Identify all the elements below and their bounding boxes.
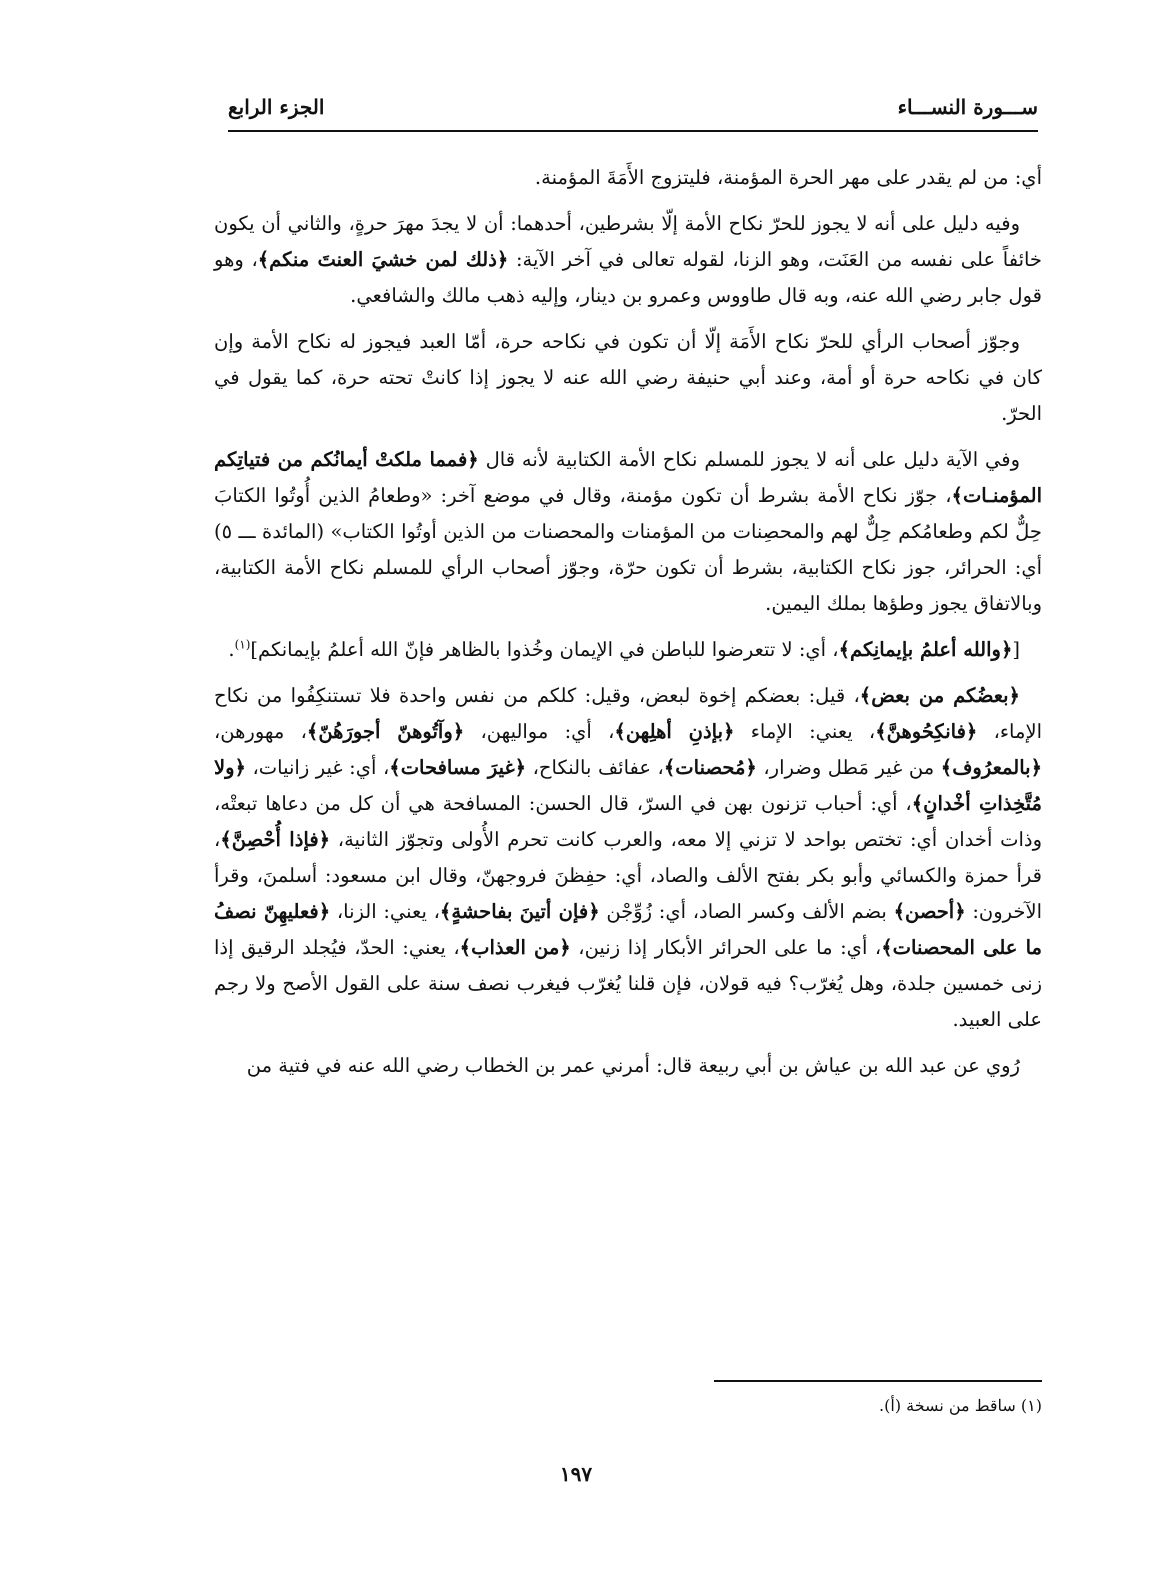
- quran-quote: ﴿أحصن﴾: [893, 900, 966, 923]
- text-segment: ، يعني: الزنا،: [330, 900, 440, 923]
- quran-quote: ﴿من العذاب﴾: [459, 936, 571, 959]
- footnote-marker: (١): [234, 637, 251, 652]
- footnote-divider: [714, 1380, 1042, 1382]
- quran-quote: ﴿فإن أتينَ بفاحشةٍ﴾: [439, 900, 600, 923]
- text-segment: [: [1012, 638, 1020, 661]
- paragraph: [214, 1048, 1042, 1084]
- paragraph: [214, 206, 1042, 314]
- paragraph: [214, 632, 1042, 668]
- body-text: [214, 160, 1042, 1094]
- quran-quote: ﴿والله أعلمُ بإيمانِكم﴾: [838, 638, 1013, 661]
- text-segment: ، وهو قول جابر رضي الله عنه، وبه قال طاووس وعمرو بن دينار، وإليه ذهب مالك والشافعي.: [214, 248, 1042, 307]
- text-segment: وفيه دليل على أنه لا يجوز للحرّ نكاح الأمة إلّا بشرطين، أحدهما: أن لا يجدَ مهرَ حرةٍ، والثاني أن يكون خائفاً على نفسه من العَنَت، وهو الزنا، لقوله تعالى في آخر الآية:: [214, 212, 1042, 271]
- quran-quote: ﴿بعضُكم من بعض﴾: [859, 684, 1020, 707]
- quran-quote: ﴿فانكِحُوهنَّ﴾: [875, 720, 978, 743]
- text-segment: ، أي: أحباب تزنون بهن في السرّ، قال الحسن: المسافحة هي أن كل من دعاها تبعتْه، وذات أخدان أي: تختص بواحد لا تزني إلا معه، والعرب كانت تحرم الأُولى وتجوّز الثانية،: [214, 792, 1042, 851]
- quran-quote: ﴿غيرَ مسافحات﴾: [389, 756, 527, 779]
- text-segment: أي: من لم يقدر على مهر الحرة المؤمنة، فليتزوج الأَمَةَ المؤمنة.: [534, 166, 1042, 189]
- text-segment: بضم الألف وكسر الصاد، أي: زُوِّجْن: [599, 900, 894, 923]
- text-segment: ، أي: ما على الحرائر الأبكار إذا زنين،: [570, 936, 882, 959]
- text-segment: ، قيل: بعضكم إخوة لبعض، وقيل: كلكم من نفس واحدة فلا تستنكِفُوا من نكاح الإماء،: [214, 684, 1042, 743]
- text-segment: ، أي: غير زانيات،: [245, 756, 390, 779]
- paragraph: [214, 678, 1042, 1038]
- text-segment: .: [228, 638, 235, 661]
- text-segment: ، أي: لا تتعرضوا للباطن في الإيمان وخُذوا بالظاهر فإنّ الله أعلمُ بإيمانكم]: [250, 638, 839, 661]
- quran-quote: ﴿فعليهِنّ نصفُ ما على المحصنات﴾: [214, 900, 1042, 959]
- quran-quote: ﴿بالمعرُوف﴾: [940, 756, 1042, 779]
- quran-quote: ﴿بإذنِ أهلِهن﴾: [614, 720, 735, 743]
- paragraph: [214, 160, 1042, 196]
- running-header: [228, 95, 1038, 131]
- quran-quote: ﴿مُحصنات﴾: [663, 756, 757, 779]
- quran-quote: ﴿فمما ملكتْ أيمانُكم من فتياتِكم المؤمنـات﴾: [214, 448, 1042, 507]
- paragraph: [214, 324, 1042, 432]
- quran-quote: ﴿فإذا أُحْصِنَّ﴾: [220, 828, 331, 851]
- text-segment: ، أي: مواليهن،: [464, 720, 615, 743]
- quran-quote: ﴿ولا مُتَّخِذاتِ أخْدانٍ﴾: [214, 756, 1042, 815]
- paragraph: [214, 442, 1042, 622]
- page-number: ١٩٧: [559, 1462, 593, 1486]
- text-segment: ، يعني: الإماء: [734, 720, 876, 743]
- surah-title: ســـورة النســـاء: [897, 95, 1038, 119]
- text-segment: وفي الآية دليل على أنه لا يجوز للمسلم نكاح الأمة الكتابية لأنه قال: [478, 448, 1021, 471]
- text-segment: ، قرأ حمزة والكسائي وأبو بكر بفتح الألف والصاد، أي: حفِظنَ فروجهنّ، وقال ابن مسعود: أسلمنَ، وقرأ الآخرون:: [214, 828, 1043, 923]
- text-segment: وجوّز أصحاب الرأي للحرّ نكاح الأَمَة إلّا أن تكون في نكاحه حرة، أمّا العبد فيجوز له نكاح الأمة وإن كان في نكاحه حرة أو أمة، وعند أبي حنيفة رضي الله عنه لا يجوز إذا كانتْ تحته حرة، كما يقول في الحرّ.: [214, 330, 1042, 425]
- quran-quote: ﴿ذلك لمن خشيَ العنتَ منكم﴾: [257, 248, 509, 271]
- text-segment: ، يعني: الحدّ، فيُجلد الرقيق إذا زنى خمسين جلدة، وهل يُغرّب؟ فيه قولان، فإن قلنا يُغرّب فيغرب نصف سنة على القول الأصح ولا رجم على العبيد.: [214, 936, 1042, 1031]
- text-segment: ، جوّز نكاح الأمة بشرط أن تكون مؤمنة، وقال في موضع آخر: «وطعامُ الذين أُوتُوا الكتابَ حِلٌّ لكم وطعامُكم حِلٌّ لهم والمحصِنات من المؤمنات والمحصنات من الذين أوتُوا الكتاب» (المائدة ـــ ٥) أي: الحرائر، جوز نكاح الكتابية، بشرط أن تكون حرّة، وجوّز أصحاب الرأي للمسلم نكاح الأمة الكتابية، وبالاتفاق يجوز وطؤها بملك اليمين.: [214, 484, 1042, 615]
- text-segment: ، عفائف بالنكاح،: [526, 756, 664, 779]
- juz-title: الجزء الرابع: [228, 95, 325, 119]
- text-segment: ، مهورهن،: [214, 720, 307, 743]
- text-segment: من غير مَطل وضرار،: [756, 756, 941, 779]
- header-divider: [228, 130, 1038, 132]
- text-segment: رُوي عن عبد الله بن عياش بن أبي ربيعة قال: أمرني عمر بن الخطاب رضي الله عنه في فتية من: [246, 1054, 1020, 1077]
- footnote: (١) ساقط من نسخة (أ).: [879, 1396, 1042, 1415]
- quran-quote: ﴿وآتُوهنّ أجورَهُنّ﴾: [306, 720, 465, 743]
